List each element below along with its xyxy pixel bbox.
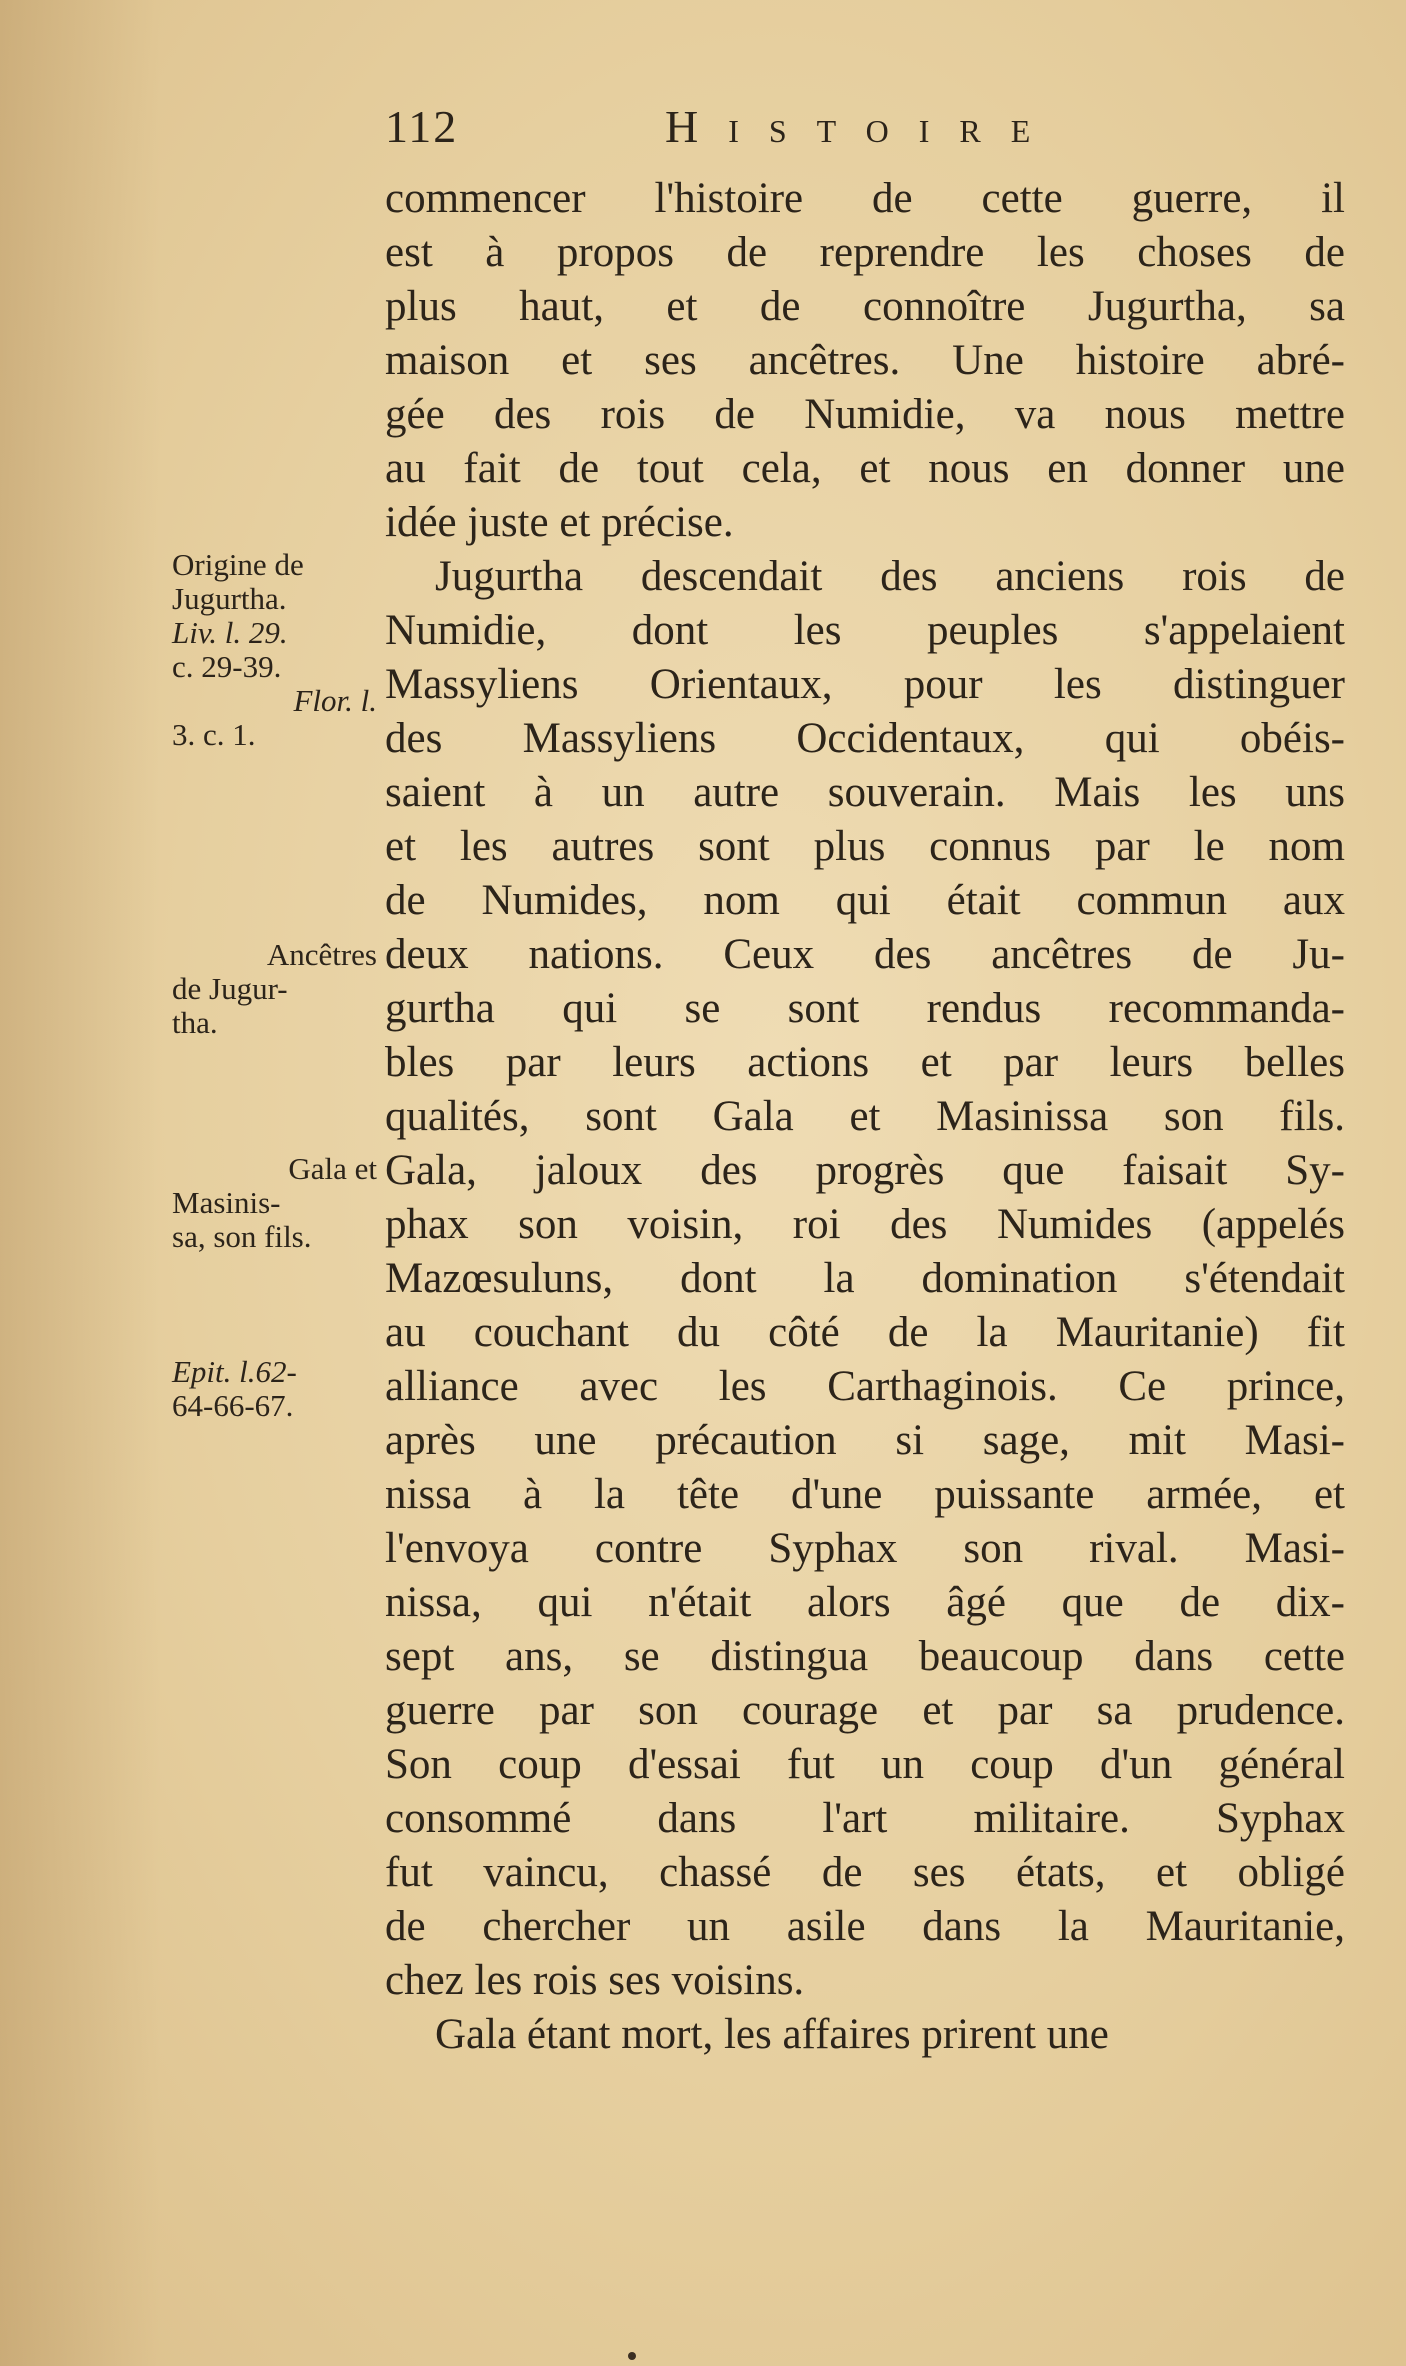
text-line: nissa, qui n'était alors âgé que de dix- bbox=[385, 1579, 1345, 1626]
margin-note-line: de Jugur- bbox=[172, 971, 288, 1006]
margin-note-line: tha. bbox=[172, 1005, 218, 1040]
text-line: est à propos de reprendre les choses de bbox=[385, 229, 1345, 276]
text-line: maison et ses ancêtres. Une histoire abré- bbox=[385, 337, 1345, 384]
margin-note-line: Masinis- bbox=[172, 1185, 281, 1220]
text-line: et les autres sont plus connus par le nom bbox=[385, 823, 1345, 870]
text-line: alliance avec les Carthaginois. Ce prince, bbox=[385, 1363, 1345, 1410]
margin-note-ancetres bbox=[172, 938, 377, 1040]
page-header bbox=[385, 100, 1345, 170]
text-line: qualités, sont Gala et Masinissa son fils. bbox=[385, 1093, 1345, 1140]
margin-note-line: sa, son fils. bbox=[172, 1219, 312, 1254]
text-line: l'envoya contre Syphax son rival. Masi- bbox=[385, 1525, 1345, 1572]
text-line: commencer l'histoire de cette guerre, il bbox=[385, 175, 1345, 222]
text-line: plus haut, et de connoître Jugurtha, sa bbox=[385, 283, 1345, 330]
text-line: Mazœsuluns, dont la domination s'étendait bbox=[385, 1255, 1345, 1302]
text-line: gurtha qui se sont rendus recommanda- bbox=[385, 985, 1345, 1032]
text-line: de Numides, nom qui était commun aux bbox=[385, 877, 1345, 924]
main-text bbox=[385, 172, 1345, 2062]
text-line: fut vaincu, chassé de ses états, et obligé bbox=[385, 1849, 1345, 1896]
margin-note-line: Origine de bbox=[172, 547, 304, 582]
running-title: Histoire bbox=[665, 101, 1061, 152]
text-line: des Massyliens Occidentaux, qui obéis- bbox=[385, 715, 1345, 762]
margin-note-line: Jugurtha. bbox=[172, 581, 287, 616]
text-line: bles par leurs actions et par leurs belles bbox=[385, 1039, 1345, 1086]
text-line: Gala étant mort, les affaires prirent une bbox=[435, 2011, 1109, 2058]
margin-note-gala bbox=[172, 1152, 377, 1254]
margin-note-line: c. 29-39. bbox=[172, 649, 282, 684]
text-line: consommé dans l'art militaire. Syphax bbox=[385, 1795, 1345, 1842]
text-line: guerre par son courage et par sa prudence. bbox=[385, 1687, 1345, 1734]
text-line: Gala, jaloux des progrès que faisait Sy- bbox=[385, 1147, 1345, 1194]
text-line: après une précaution si sage, mit Masi- bbox=[385, 1417, 1345, 1464]
text-line: Son coup d'essai fut un coup d'un général bbox=[385, 1741, 1345, 1788]
margin-note-line: Liv. l. 29. bbox=[172, 615, 288, 650]
margin-note-line: 3. c. 1. bbox=[172, 717, 256, 752]
text-line: saient à un autre souverain. Mais les uns bbox=[385, 769, 1345, 816]
margin-note-line: Epit. l.62- bbox=[172, 1354, 297, 1389]
page-shading bbox=[0, 0, 160, 2366]
margin-note-line: Ancêtres bbox=[266, 937, 377, 972]
margin-note-line: Gala et bbox=[288, 1151, 377, 1186]
text-line: chez les rois ses voisins. bbox=[385, 1957, 805, 2004]
text-line: sept ans, se distingua beaucoup dans cette bbox=[385, 1633, 1345, 1680]
text-line: Jugurtha descendait des anciens rois de bbox=[435, 553, 1345, 600]
text-line: Massyliens Orientaux, pour les distinguer bbox=[385, 661, 1345, 708]
text-line: Numidie, dont les peuples s'appelaient bbox=[385, 607, 1345, 654]
margin-note-line: Flor. l. bbox=[293, 683, 377, 718]
text-line: deux nations. Ceux des ancêtres de Ju- bbox=[385, 931, 1345, 978]
ink-speck bbox=[628, 2352, 636, 2360]
text-line: au fait de tout cela, et nous en donner une bbox=[385, 445, 1345, 492]
page-number: 112 bbox=[385, 101, 459, 152]
text-line: phax son voisin, roi des Numides (appelés bbox=[385, 1201, 1345, 1248]
text-line: gée des rois de Numidie, va nous mettre bbox=[385, 391, 1345, 438]
text-line: idée juste et précise. bbox=[385, 499, 734, 546]
margin-note-origine bbox=[172, 548, 377, 752]
margin-note-line: 64-66-67. bbox=[172, 1388, 294, 1423]
margin-note-epit bbox=[172, 1355, 377, 1423]
text-line: nissa à la tête d'une puissante armée, et bbox=[385, 1471, 1345, 1518]
text-line: au couchant du côté de la Mauritanie) fit bbox=[385, 1309, 1345, 1356]
text-line: de chercher un asile dans la Mauritanie, bbox=[385, 1903, 1345, 1950]
